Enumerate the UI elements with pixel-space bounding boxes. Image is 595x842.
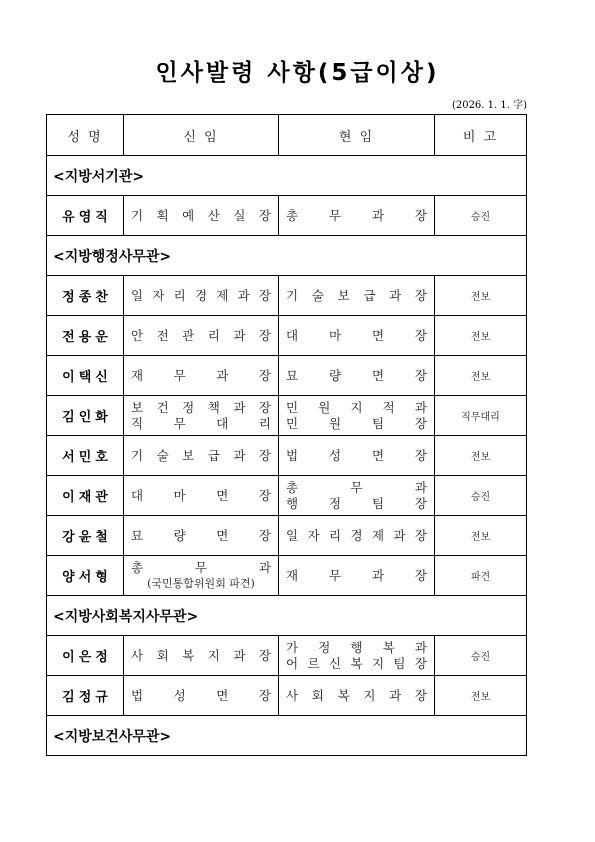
- table-row: [47, 636, 527, 676]
- current-position-line: 총 무 과 장: [286, 207, 427, 223]
- current-position-line: 사 회 복 지 과 장: [286, 687, 427, 703]
- table-row: [47, 556, 527, 596]
- note-cell: 전보: [435, 316, 527, 356]
- note-cell: 승진: [435, 636, 527, 676]
- person-name: 강윤철: [47, 516, 124, 556]
- note-cell: 직무대리: [435, 396, 527, 436]
- note-cell: 전보: [435, 356, 527, 396]
- table-row: [47, 196, 527, 236]
- current-position-line: 기 술 보 급 과 장: [286, 287, 427, 303]
- new-position-line: 묘 량 면 장: [131, 527, 271, 543]
- new-position-cell: [124, 276, 279, 316]
- person-name: 유영직: [47, 196, 124, 236]
- person-name: 서민호: [47, 436, 124, 476]
- person-name: 이택신: [47, 356, 124, 396]
- new-position-line: 기 술 보 급 과 장: [131, 447, 271, 463]
- note-cell: 파견: [435, 556, 527, 596]
- section-title: <지방행정사무관>: [47, 236, 527, 276]
- new-position-cell: [124, 316, 279, 356]
- appointment-table-body: [47, 115, 527, 756]
- page-title: 인사발령 사항(5급이상): [155, 60, 440, 86]
- current-position-cell: [279, 356, 435, 396]
- section-title: <지방보건사무관>: [47, 716, 527, 756]
- table-row: [47, 476, 527, 516]
- new-position-line: 총 무 과: [131, 559, 271, 575]
- new-position-line: 직 무 대 리: [131, 415, 271, 431]
- current-position-cell: [279, 516, 435, 556]
- table-row: [47, 276, 527, 316]
- new-position-line: (국민통합위원회 파견): [147, 576, 255, 590]
- person-name: 정종찬: [47, 276, 124, 316]
- new-position-line: 사 회 복 지 과 장: [131, 647, 271, 663]
- new-position-line: 법 성 면 장: [131, 687, 271, 703]
- section-row: [47, 596, 527, 636]
- header-new-position: 신 임: [124, 115, 279, 156]
- new-position-line: 보 건 정 책 과 장: [131, 399, 271, 415]
- note-cell: 전보: [435, 676, 527, 716]
- person-name: 이은정: [47, 636, 124, 676]
- new-position-cell: [124, 196, 279, 236]
- note-cell: 전보: [435, 436, 527, 476]
- current-position-line: 가 정 행 복 과: [286, 639, 427, 655]
- note-cell: 승진: [435, 476, 527, 516]
- current-position-line: 대 마 면 장: [286, 327, 427, 343]
- person-name: 이재관: [47, 476, 124, 516]
- current-position-line: 법 성 면 장: [286, 447, 427, 463]
- issue-date: (2026. 1. 1. 字): [451, 100, 527, 111]
- current-position-cell: [279, 316, 435, 356]
- current-position-line: 재 무 과 장: [286, 567, 427, 583]
- header-current-position: 현 임: [279, 115, 435, 156]
- current-position-line: 민 원 지 적 과: [286, 399, 427, 415]
- table-row: [47, 436, 527, 476]
- current-position-line: 어 르 신 복 지 팀 장: [286, 655, 427, 671]
- current-position-cell: [279, 676, 435, 716]
- appointment-table: [46, 114, 527, 756]
- new-position-cell: [124, 676, 279, 716]
- new-position-cell: [124, 556, 279, 596]
- current-position-line: 민 원 팀 장: [286, 415, 427, 431]
- person-name: 전용운: [47, 316, 124, 356]
- note-cell: 전보: [435, 516, 527, 556]
- table-row: [47, 516, 527, 556]
- new-position-line: 일 자 리 경 제 과 장: [131, 287, 271, 303]
- table-row: [47, 316, 527, 356]
- current-position-cell: [279, 436, 435, 476]
- current-position-cell: [279, 396, 435, 436]
- current-position-line: 일 자 리 경 제 과 장: [286, 527, 427, 543]
- current-position-cell: [279, 476, 435, 516]
- new-position-line: 기 획 예 산 실 장: [131, 207, 271, 223]
- current-position-line: 묘 량 면 장: [286, 367, 427, 383]
- current-position-cell: [279, 276, 435, 316]
- section-row: [47, 716, 527, 756]
- new-position-cell: [124, 636, 279, 676]
- new-position-cell: [124, 396, 279, 436]
- new-position-cell: [124, 476, 279, 516]
- header-name: 성 명: [47, 115, 124, 156]
- section-title: <지방사회복지사무관>: [47, 596, 527, 636]
- table-row: [47, 676, 527, 716]
- new-position-line: 안 전 관 리 과 장: [131, 327, 271, 343]
- current-position-cell: [279, 556, 435, 596]
- table-row: [47, 396, 527, 436]
- new-position-cell: [124, 356, 279, 396]
- table-row: [47, 356, 527, 396]
- section-row: [47, 236, 527, 276]
- note-cell: 승진: [435, 196, 527, 236]
- header-row: [47, 115, 527, 156]
- new-position-cell: [124, 436, 279, 476]
- person-name: 김정규: [47, 676, 124, 716]
- header-note: 비 고: [435, 115, 527, 156]
- current-position-cell: [279, 636, 435, 676]
- new-position-line: 대 마 면 장: [131, 487, 271, 503]
- person-name: 양서형: [47, 556, 124, 596]
- current-position-line: 총 무 과: [286, 479, 427, 495]
- section-title: <지방서기관>: [47, 156, 527, 196]
- current-position-line: 행 정 팀 장: [286, 495, 427, 511]
- new-position-cell: [124, 516, 279, 556]
- new-position-line: 재 무 과 장: [131, 367, 271, 383]
- person-name: 김인화: [47, 396, 124, 436]
- note-cell: 전보: [435, 276, 527, 316]
- current-position-cell: [279, 196, 435, 236]
- section-row: [47, 156, 527, 196]
